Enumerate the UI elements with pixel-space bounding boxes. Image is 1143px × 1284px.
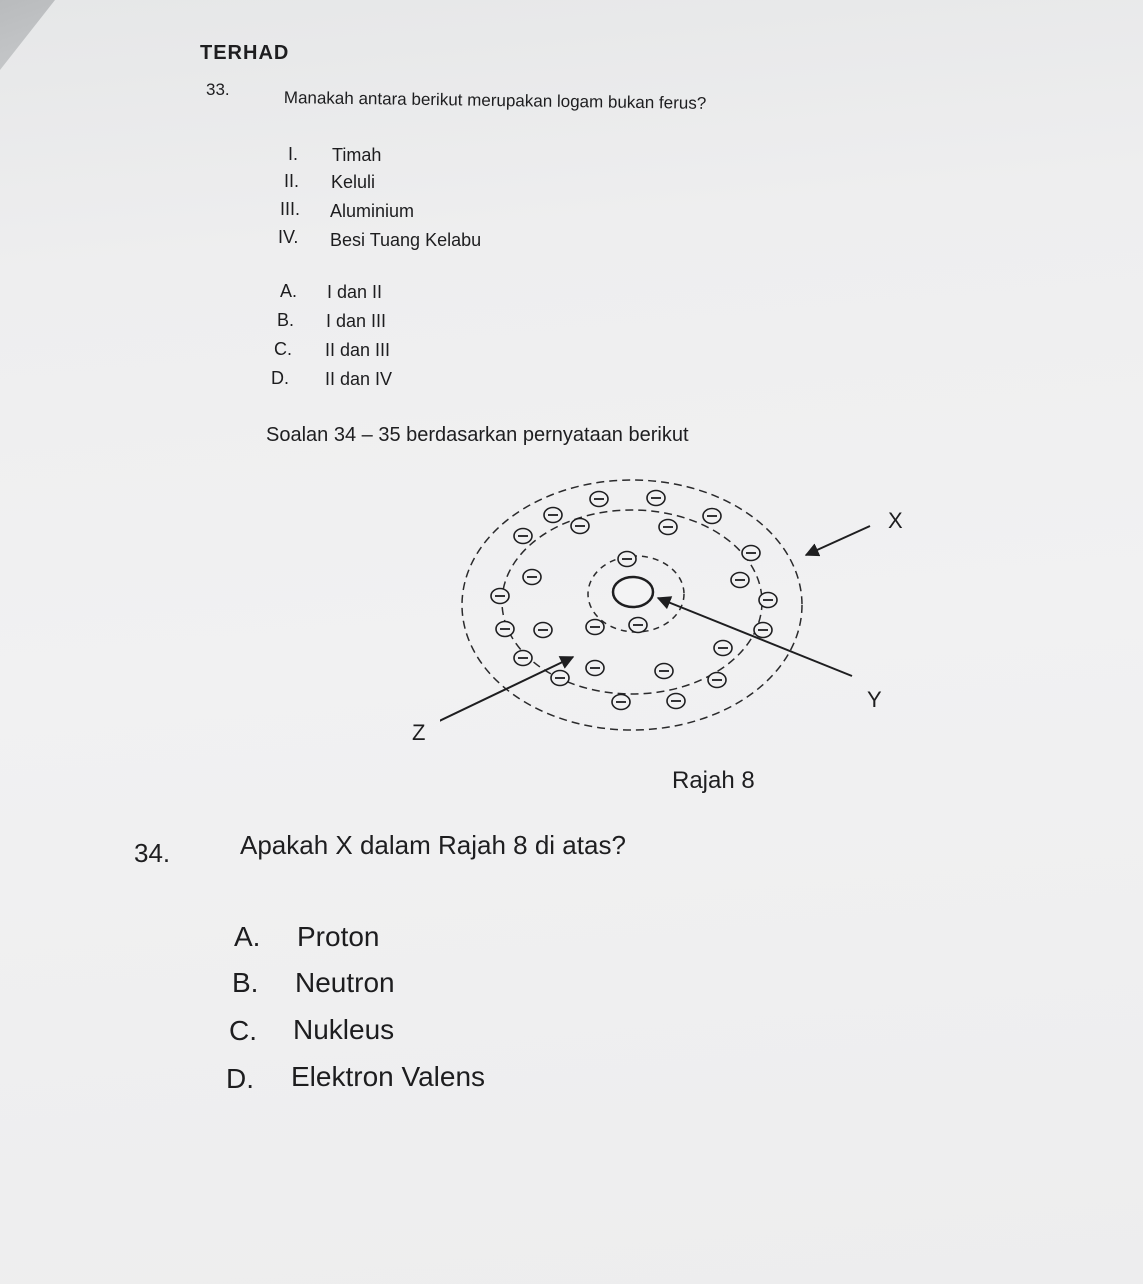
- q33-question: Manakah antara berikut merupakan logam bukan ferus?: [283, 88, 707, 113]
- header-label: TERHAD: [200, 42, 290, 64]
- q34-option-text: Neutron: [295, 967, 395, 998]
- electron-icon: [551, 671, 569, 686]
- electron-icon: [708, 673, 726, 688]
- nucleus: [613, 577, 653, 607]
- q33-option-text: I dan II: [327, 282, 383, 302]
- q34-option-letter: C.: [229, 1015, 257, 1046]
- electron-icon: [590, 492, 608, 507]
- section-intro: Soalan 34 – 35 berdasarkan pernyataan berikut: [266, 424, 689, 446]
- electron-icon: [496, 622, 514, 637]
- electron-icon: [544, 508, 562, 523]
- label-z: Z: [412, 720, 426, 745]
- electron-icon: [612, 695, 630, 710]
- electron-icon: [703, 509, 721, 524]
- q34-option-text: Nukleus: [293, 1014, 395, 1045]
- electron-icon: [759, 593, 777, 608]
- q33-option-letter: D.: [271, 368, 289, 388]
- electron-icon: [647, 491, 665, 506]
- q33-number: 33.: [206, 80, 230, 99]
- arrow-x: [806, 526, 870, 555]
- electron-icon: [534, 623, 552, 638]
- q33-item-text: Timah: [332, 145, 382, 165]
- q34-question: Apakah X dalam Rajah 8 di atas?: [240, 830, 626, 860]
- electron-icon: [714, 641, 732, 656]
- q33-option-text: II dan IV: [325, 369, 393, 389]
- label-x: X: [888, 508, 903, 533]
- electron-icon: [514, 529, 532, 544]
- q33-option-text: I dan III: [326, 311, 387, 331]
- q33-option-letter: B.: [277, 310, 295, 330]
- electron-icon: [629, 618, 647, 633]
- electron-icon: [586, 661, 604, 676]
- q33-item-num: IV.: [278, 227, 299, 247]
- electron-icon: [754, 623, 772, 638]
- electron-icon: [618, 552, 636, 567]
- atom-diagram: [440, 470, 900, 750]
- electron-icon: [586, 620, 604, 635]
- q34-option-letter: A.: [234, 921, 261, 952]
- electron-icon: [742, 546, 760, 561]
- q34-option-text: Proton: [297, 921, 380, 952]
- electron-icon: [731, 573, 749, 588]
- q33-option-letter: A.: [280, 281, 298, 301]
- q33-item-num: III.: [280, 199, 301, 219]
- electron-icon: [655, 664, 673, 679]
- q34-option-letter: B.: [232, 967, 259, 998]
- q33-item-num: II.: [284, 171, 300, 191]
- label-y: Y: [867, 687, 882, 712]
- q34-number: 34.: [134, 838, 171, 868]
- electron-icon: [491, 589, 509, 604]
- q34-option-letter: D.: [226, 1063, 254, 1094]
- electron-icon: [571, 519, 589, 534]
- electron-icon: [667, 694, 685, 709]
- q33-option-letter: C.: [274, 339, 292, 359]
- figure-caption: Rajah 8: [672, 767, 755, 794]
- q33-item-text: Aluminium: [330, 201, 415, 221]
- q33-option-text: II dan III: [325, 340, 391, 360]
- q34-option-text: Elektron Valens: [291, 1061, 486, 1092]
- electron-icon: [514, 651, 532, 666]
- electron-icon: [523, 570, 541, 585]
- electron-icon: [659, 520, 677, 535]
- q33-item-num: I.: [288, 144, 299, 164]
- arrow-y: [658, 598, 852, 676]
- q33-item-text: Keluli: [331, 172, 376, 192]
- q33-item-text: Besi Tuang Kelabu: [330, 230, 482, 250]
